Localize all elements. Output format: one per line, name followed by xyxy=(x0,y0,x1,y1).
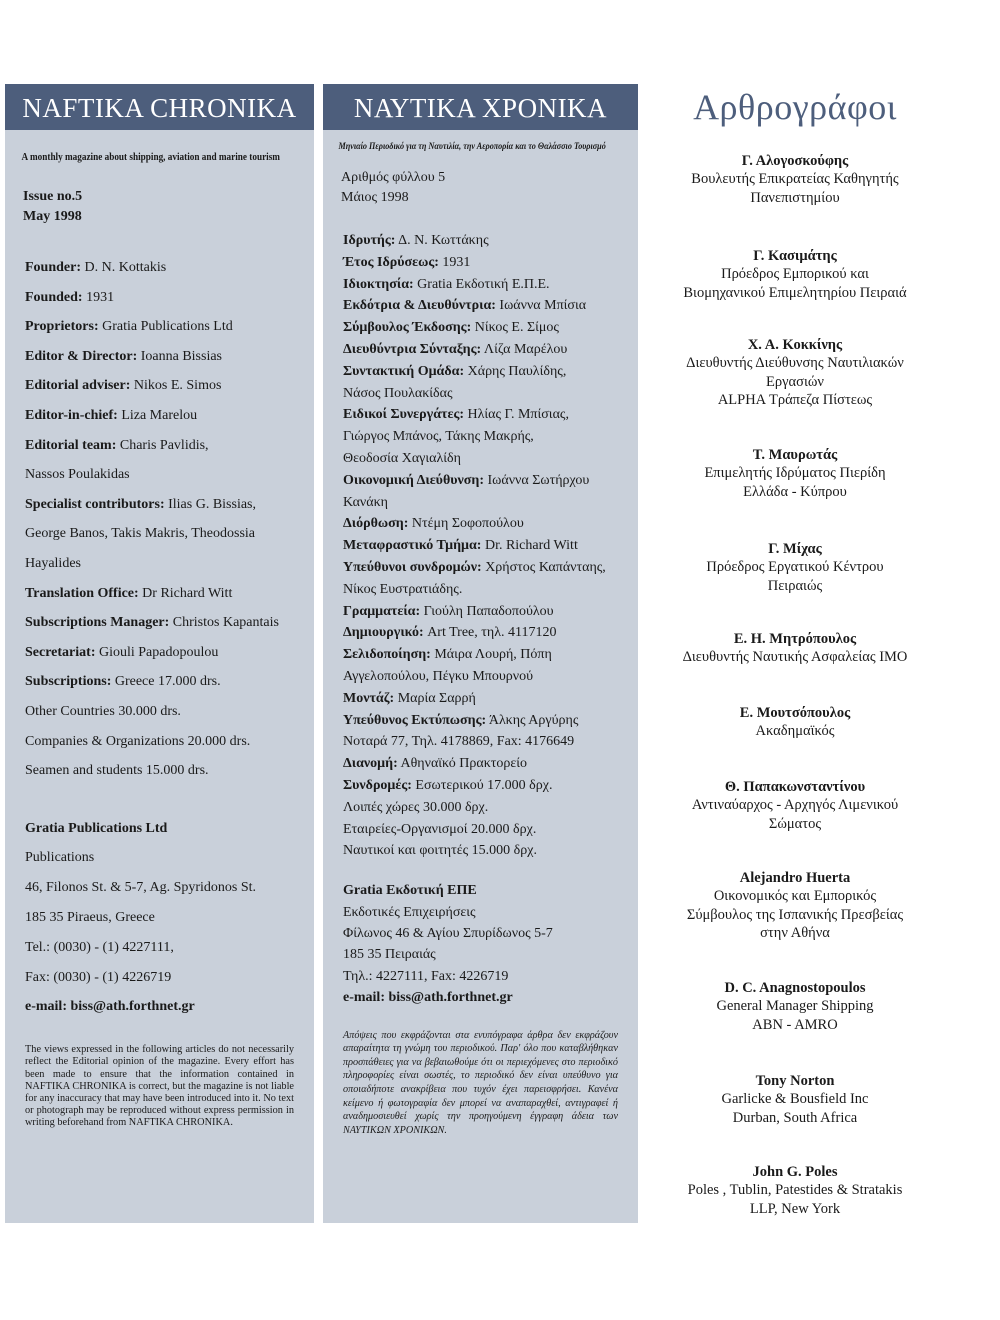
staff-entry xyxy=(25,283,296,313)
entry-value: Εταιρείες-Οργανισμοί 20.000 δρχ. xyxy=(343,821,537,837)
entry-value: George Banos, Takis Makris, Theodossia xyxy=(25,526,255,542)
entry-label: Ιδιοκτησία: xyxy=(343,276,414,292)
english-banner: NAFTIKA CHRONIKA xyxy=(5,84,314,130)
english-issue-info xyxy=(5,187,314,227)
address-line: 185 35 Πειραιάς xyxy=(343,947,436,963)
staff-entry xyxy=(343,666,620,688)
author-name: John G. Poles xyxy=(752,1164,838,1180)
issue-number: Issue no.5 xyxy=(23,189,83,204)
entry-label: Συνδρομές: xyxy=(343,777,412,793)
author-role-line: Garlicke & Bousfield Inc xyxy=(721,1091,869,1108)
entry-label: Μεταφραστικό Τμήμα: xyxy=(343,538,482,554)
entry-value: Άλκης Αργύρης xyxy=(486,712,579,728)
staff-entry xyxy=(343,622,620,644)
entry-value: Ναυτικοί και φοιτητές 15.000 δρχ. xyxy=(343,843,537,859)
english-address-block xyxy=(5,814,314,1023)
entry-value: Nikos E. Simos xyxy=(130,378,222,394)
author-role-line: Βουλευτής Επικρατείας Καθηγητής xyxy=(691,171,899,188)
entry-value: Νίκος Ε. Σίμος xyxy=(471,320,559,336)
entry-label: Συντακτική Ομάδα: xyxy=(343,363,465,379)
entry-label: Secretariat: xyxy=(25,644,96,660)
author-entry xyxy=(660,778,930,833)
greek-banner: ΝΑΥΤΙΚΑ ΧΡΟΝΙΚΑ xyxy=(323,84,638,130)
staff-entry xyxy=(343,426,620,448)
publisher-name: Gratia Publications Ltd xyxy=(25,820,168,836)
entry-value: Δ. Ν. Κωττάκης xyxy=(395,233,489,248)
staff-entry xyxy=(343,731,620,753)
entry-value: Νοταρά 77, Τηλ. 4178869, Fax: 4176649 xyxy=(343,734,575,750)
author-entry xyxy=(660,446,930,501)
entry-value: Γιούλη Παπαδοπούλου xyxy=(420,603,554,619)
author-role-line: Ελλάδα - Κύπρου xyxy=(743,483,847,500)
entry-label: Specialist contributors: xyxy=(25,496,165,512)
entry-value: Αγγελοπούλου, Πέγκυ Μπουρνού xyxy=(343,668,534,684)
english-tagline: A monthly magazine about shipping, aviation and marine tourism xyxy=(21,152,280,163)
author-role-line: στην Αθήνα xyxy=(760,924,830,941)
entry-label: Editorial adviser: xyxy=(25,378,131,394)
entry-label: Ειδικοί Συνεργάτες: xyxy=(343,407,465,423)
greek-issue-info xyxy=(323,168,638,208)
address-line: Φίλωνος 46 & Αγίου Σπυρίδωνος 5-7 xyxy=(343,925,553,941)
publisher-name: Gratia Εκδοτική ΕΠΕ xyxy=(343,883,477,899)
staff-entry xyxy=(343,513,620,535)
issue-date: May 1998 xyxy=(23,209,82,224)
author-role-line: Διευθυντής Διεύθυνσης Ναυτιλιακών xyxy=(686,355,904,372)
author-role-line: LLP, New York xyxy=(749,1200,841,1217)
staff-entry xyxy=(25,519,296,549)
staff-entry xyxy=(343,601,620,623)
author-role-line: Σύμβουλος της Ισπανικής Πρεσβείας xyxy=(686,906,904,923)
address-line: Εκδοτικές Επιχειρήσεις xyxy=(343,904,476,920)
entry-label: Εκδότρια & Διευθύντρια: xyxy=(343,298,496,314)
staff-entry xyxy=(25,342,296,372)
english-staff-list xyxy=(5,253,314,786)
author-name: D. C. Anagnostopoulos xyxy=(724,980,866,996)
author-name: Γ. Μίχας xyxy=(768,541,822,557)
address-line: Tel.: (0030) - (1) 4227111, xyxy=(25,939,174,955)
author-role-line: ALPHA Τράπεζα Πίστεως xyxy=(717,391,873,408)
entry-value: Ηλίας Γ. Μπίσιας, xyxy=(464,407,569,423)
issue-number: Αριθμός φύλλου 5 xyxy=(341,170,446,185)
entry-label: Διανομή: xyxy=(343,756,398,772)
entry-label: Founded: xyxy=(25,289,83,305)
entry-value: Ιωάννα Σωτήρχου xyxy=(484,472,590,488)
email-address: e-mail: biss@ath.forthnet.gr xyxy=(343,990,513,1006)
staff-entry xyxy=(343,274,620,296)
author-entry xyxy=(660,704,930,741)
staff-entry xyxy=(25,608,296,638)
staff-entry xyxy=(343,339,620,361)
english-masthead-column xyxy=(5,84,314,1223)
author-role-line: Πανεπιστημίου xyxy=(750,189,840,206)
author-entry xyxy=(660,630,930,667)
entry-value: Art Tree, τηλ. 4117120 xyxy=(423,625,557,641)
entry-value: Gratia Εκδοτική Ε.Π.Ε. xyxy=(413,276,550,292)
entry-value: Other Countries 30.000 drs. xyxy=(25,703,181,719)
issue-date: Μάιος 1998 xyxy=(341,190,409,205)
author-name: Γ. Κασιμάτης xyxy=(753,248,837,264)
entry-value: Ilias G. Bissias, xyxy=(164,496,256,512)
entry-label: Έτος Ιδρύσεως: xyxy=(343,254,439,270)
staff-entry xyxy=(25,549,296,579)
author-name: Ε. Η. Μητρόπουλος xyxy=(733,631,857,647)
staff-entry xyxy=(25,431,296,461)
staff-entry xyxy=(343,579,620,601)
greek-disclaimer: Απόψεις που εκφράζονται στα ενυπόγραφα άρθρα δεν εκφράζουν απαραίτητα τη γνώμη του περιοδικού. Παρ' όλο που καταβλήθηκαν προσπάθειες για να βεβαιωθούμε ότι οι περιεχόμενες στο περιοδικό πληροφορίες είναι σωστές, το περιοδικό δεν είναι υπεύθυνο για οποιαδήποτε ανακρίβεια που τυχόν έχει παρεισφρήσει. Κανένα κείμενο ή φωτογραφία δεν μπορεί να αναπαραχθεί, αντιγραφεί ή αναδημοσιευθεί χωρίς την προηγούμενη έγγραφη άδεια των ΝΑΥΤΙΚΩΝ ΧΡΟΝΙΚΩΝ. xyxy=(343,1029,618,1136)
entry-label: Υπεύθυνοι συνδρομών: xyxy=(343,559,482,575)
staff-entry xyxy=(25,579,296,609)
staff-entry xyxy=(343,557,620,579)
author-role-line: Βιομηχανικού Επιμελητηρίου Πειραιά xyxy=(683,284,907,301)
entry-label: Μοντάζ: xyxy=(343,690,395,706)
author-name: Alejandro Huerta xyxy=(739,870,851,886)
email-address: e-mail: biss@ath.forthnet.gr xyxy=(25,999,195,1015)
staff-entry xyxy=(25,460,296,490)
author-entry xyxy=(660,1163,930,1218)
entry-label: Γραμματεία: xyxy=(343,603,421,619)
entry-value: Nassos Poulakidas xyxy=(25,467,130,483)
greek-masthead-column xyxy=(323,84,638,1223)
entry-label: Υπεύθυνος Εκτύπωσης: xyxy=(343,712,487,728)
staff-entry xyxy=(343,317,620,339)
address-line: Fax: (0030) - (1) 4226719 xyxy=(25,969,172,985)
entry-value: Θεοδοσία Χαγιαλίδη xyxy=(343,450,461,466)
author-entry xyxy=(660,336,930,409)
author-entry xyxy=(660,869,930,942)
entry-value: Ιωάννα Μπίσια xyxy=(495,298,587,314)
staff-entry xyxy=(343,710,620,732)
staff-entry xyxy=(343,252,620,274)
entry-label: Editor-in-chief: xyxy=(25,407,118,423)
greek-address-block xyxy=(323,880,638,1008)
author-role-line: Εργασιών xyxy=(766,373,824,390)
author-name: Τ. Μαυρωτάς xyxy=(752,447,838,463)
entry-value: Ντέμη Σοφοπούλου xyxy=(408,516,524,532)
staff-entry xyxy=(343,470,620,492)
entry-label: Ιδρυτής: xyxy=(343,233,396,248)
author-role-line: Οικονομικός και Εμπορικός xyxy=(713,888,877,905)
english-disclaimer: The views expressed in the following articles do not necessarily reflect the Editorial opinion of the magazine. Every effort has been made to ensure that the information contained in NAFTIKA CHRONIKA is correct, but the magazine is not liable for any inaccuracy that may have been introduced into it. No text or photograph may be reproduced without express permission in writing beforehand from NAFTIKA CHRONIKA. xyxy=(25,1044,294,1129)
staff-entry xyxy=(343,535,620,557)
entry-value: Gratia Publications Ltd xyxy=(98,319,233,335)
staff-entry xyxy=(343,383,620,405)
author-name: Tony Norton xyxy=(755,1073,835,1089)
entry-value: 1931 xyxy=(438,254,471,270)
staff-entry xyxy=(343,840,620,862)
entry-label: Οικονομική Διεύθυνση: xyxy=(343,472,485,488)
author-entry xyxy=(660,152,930,207)
author-role-line: Επιμελητής Ιδρύματος Πιερίδη xyxy=(704,465,886,482)
staff-entry xyxy=(343,295,620,317)
author-name: Θ. Παπακωνσταντίνου xyxy=(724,779,866,795)
staff-entry xyxy=(25,253,296,283)
entry-label: Editorial team: xyxy=(25,437,117,453)
staff-entry xyxy=(25,727,296,757)
staff-entry xyxy=(25,371,296,401)
greek-tagline: Μηνιαίο Περιοδικό για τη Ναυτιλία, την Αεροπορία και το Θαλάσσιο Τουρισμό xyxy=(338,142,606,152)
entry-value: Κανάκη xyxy=(343,494,388,510)
entry-label: Δημιουργικό: xyxy=(343,625,424,641)
author-role-line: Αντιναύαρχος - Αρχηγός Λιμενικού xyxy=(691,797,899,814)
entry-label: Editor & Director: xyxy=(25,348,138,364)
entry-label: Διευθύντρια Σύνταξης: xyxy=(343,341,482,357)
staff-entry xyxy=(343,819,620,841)
author-role-line: Πρόεδρος Εργατικού Κέντρου xyxy=(706,559,884,576)
contributors-title: Αρθρογράφοι xyxy=(693,87,897,127)
entry-value: Εσωτερικού 17.000 δρχ. xyxy=(411,777,553,793)
entry-value: Giouli Papadopoulou xyxy=(95,644,219,660)
author-role-line: ABN - AMRO xyxy=(752,1016,838,1033)
entry-value: Greece 17.000 drs. xyxy=(111,674,221,690)
entry-value: Γιώργος Μπάνος, Τάκης Μακρής, xyxy=(343,429,534,445)
entry-value: Charis Pavlidis, xyxy=(116,437,209,453)
staff-entry xyxy=(343,448,620,470)
entry-value: Αθηναϊκό Πρακτορείο xyxy=(397,756,528,772)
staff-entry xyxy=(343,492,620,514)
entry-value: 1931 xyxy=(82,289,115,305)
entry-value: Χάρης Παυλίδης, xyxy=(464,363,567,379)
entry-label: Subscriptions: xyxy=(25,674,112,690)
entry-label: Subscriptions Manager: xyxy=(25,615,170,631)
staff-entry xyxy=(25,667,296,697)
author-role-line: Durban, South Africa xyxy=(732,1109,858,1126)
entry-value: Λίζα Μαρέλου xyxy=(481,341,568,357)
entry-value: Christos Kapantais xyxy=(169,615,279,631)
address-line: Publications xyxy=(25,850,95,866)
address-line: Τηλ.: 4227111, Fax: 4226719 xyxy=(343,968,509,984)
entry-value: Liza Marelou xyxy=(117,407,198,423)
entry-value: D. N. Kottakis xyxy=(81,260,167,275)
entry-label: Translation Office: xyxy=(25,585,139,601)
staff-entry xyxy=(25,697,296,727)
staff-entry xyxy=(343,230,620,252)
author-role-line: Ακαδημαϊκός xyxy=(755,723,835,740)
contributors-section xyxy=(660,84,930,1217)
staff-entry xyxy=(343,753,620,775)
entry-value: Ioanna Bissias xyxy=(137,348,222,364)
staff-entry xyxy=(343,688,620,710)
staff-entry xyxy=(25,490,296,520)
author-entry xyxy=(660,247,930,302)
entry-value: Hayalides xyxy=(25,555,81,571)
staff-entry xyxy=(343,404,620,426)
greek-staff-list xyxy=(323,230,638,862)
author-name: Χ. Α. Κοκκίνης xyxy=(747,337,843,353)
author-entry xyxy=(660,979,930,1034)
entry-value: Λοιπές χώρες 30.000 δρχ. xyxy=(343,799,489,815)
author-entry xyxy=(660,1072,930,1127)
staff-entry xyxy=(25,312,296,342)
staff-entry xyxy=(25,756,296,786)
staff-entry xyxy=(343,644,620,666)
entry-value: Μάιρα Λουρή, Πόπη xyxy=(430,647,552,663)
staff-entry xyxy=(343,775,620,797)
entry-value: Seamen and students 15.000 drs. xyxy=(25,763,209,779)
author-name: Γ. Αλογοσκούφης xyxy=(741,153,849,169)
entry-label: Διόρθωση: xyxy=(343,516,409,532)
staff-entry xyxy=(343,797,620,819)
author-role-line: Διευθυντής Ναυτικής Ασφαλείας IMO xyxy=(682,649,908,666)
entry-value: Νάσος Πουλακίδας xyxy=(343,385,453,401)
author-role-line: Πειραιώς xyxy=(767,577,823,594)
address-line: 185 35 Piraeus, Greece xyxy=(25,910,155,926)
author-role-line: Πρόεδρος Εμπορικού και xyxy=(721,266,869,283)
author-entry xyxy=(660,540,930,595)
entry-value: Dr Richard Witt xyxy=(138,585,233,601)
staff-entry xyxy=(343,361,620,383)
entry-value: Μαρία Σαρρή xyxy=(394,690,476,706)
staff-entry xyxy=(25,401,296,431)
entry-value: Dr. Richard Witt xyxy=(481,538,578,554)
address-line: 46, Filonos St. & 5-7, Ag. Spyridonos St. xyxy=(25,880,257,896)
entry-value: Companies & Organizations 20.000 drs. xyxy=(25,733,251,749)
entry-value: Νίκος Ευστρατιάδης. xyxy=(343,581,463,597)
author-role-line: General Manager Shipping xyxy=(716,998,874,1015)
author-role-line: Poles , Tublin, Patestides & Stratakis xyxy=(687,1182,903,1199)
entry-label: Founder: xyxy=(25,260,81,275)
author-name: Ε. Μουτσόπουλος xyxy=(739,705,851,721)
entry-label: Σύμβουλος Έκδοσης: xyxy=(343,320,472,336)
staff-entry xyxy=(25,638,296,668)
entry-value: Χρήστος Καπάνταης, xyxy=(481,559,606,575)
author-role-line: Σώματος xyxy=(768,815,822,832)
entry-label: Σελιδοποίηση: xyxy=(343,647,431,663)
entry-label: Proprietors: xyxy=(25,319,99,335)
